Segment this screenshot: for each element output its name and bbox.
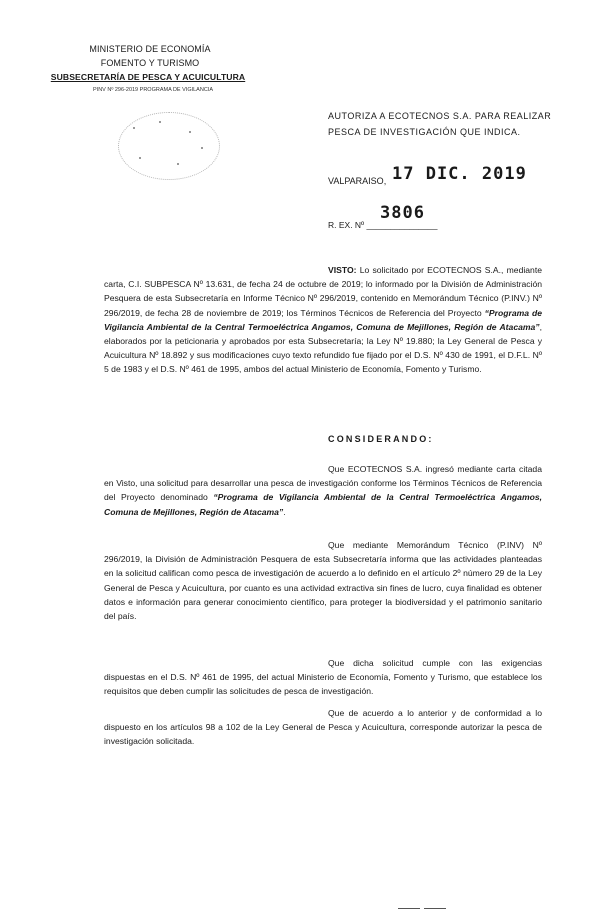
ministry-line-1: MINISTERIO DE ECONOMÍA bbox=[89, 44, 211, 54]
footer-initial-mark-2 bbox=[424, 908, 446, 909]
reference-code: PINV Nº 296-2019 PROGRAMA DE VIGILANCIA bbox=[93, 87, 213, 93]
resolution-label-text: R. EX. Nº bbox=[328, 220, 365, 230]
footer-initial-mark-1 bbox=[398, 908, 420, 909]
visto-label: VISTO: bbox=[328, 265, 357, 275]
considerando-1-text: Que ECOTECNOS S.A. ingresó mediante carta citada en Visto, una solicitud para desarrollar una pesca de investigación conforme los Términos Técnicos de Referencia del Proyecto denominado bbox=[104, 464, 542, 503]
faded-seal-stamp bbox=[118, 112, 220, 180]
considerando-paragraph-2: Que mediante Memorándum Técnico (P.INV) Nº 296/2019, la División de Administración Pesquera de esta Subsecretaría informa que las actividades planteadas en la solicitud califican como pesca de investigación de acuerdo a lo definido en el artículo 2º número 29 de la Ley General de Pesca y Acuicultura, por cuanto es una actividad extractiva sin fines de lucro, cuya finalidad es obtener datos e información para generar conocimiento científico, para proteger la biodiversidad y el patrimonio sanitario del país. bbox=[104, 540, 542, 622]
subject-line-1: AUTORIZA A ECOTECNOS S.A. PARA REALIZAR bbox=[328, 111, 552, 121]
considerando-heading: CONSIDERANDO: bbox=[328, 434, 434, 444]
resolution-label bbox=[328, 220, 437, 230]
visto-text-2: , elaborados por la peticionaria y aprobados por esta Subsecretaría; la Ley Nº 19.880; la Ley General de Pesca y Acuicultura Nº 18.892 y sus modificaciones cuyo texto refundido fue fijado por el D.S. Nº 430 de 1991, el D.F.L. Nº 5 de 1983 y el D.S. Nº 461 de 1995, ambos del actual Ministerio de Economía, Fomento y Turismo. bbox=[104, 321, 542, 375]
considerando-paragraph-3: Que dicha solicitud cumple con las exigencias dispuestas en el D.S. Nº 461 de 1995, del actual Ministerio de Economía, Fomento y Turismo, que establece los requisitos que deben cumplir las solicitudes de pesca de investigación. bbox=[104, 658, 542, 697]
visto-paragraph bbox=[104, 263, 542, 377]
considerando-1-end: . bbox=[283, 506, 286, 517]
visto-project-name: “Programa de Vigilancia Ambiental de la Central Termoeléctrica Angamos, Comuna de Mejillones, Región de Atacama” bbox=[104, 307, 542, 332]
subsecretaria-title: SUBSECRETARÍA DE PESCA Y ACUICULTURA bbox=[50, 72, 246, 82]
date-stamp: 17 DIC. 2019 bbox=[392, 164, 527, 184]
considerando-paragraph-4: Que de acuerdo a lo anterior y de conformidad a lo dispuesto en los artículos 98 a 102 de la Ley General de Pesca y Acuicultura, corresponde autorizar la pesca de investigación solicitada. bbox=[104, 708, 542, 747]
resolution-number: 3806 bbox=[380, 203, 425, 223]
subject-line-2: PESCA DE INVESTIGACIÓN QUE INDICA. bbox=[328, 127, 521, 137]
considerando-1-project: “Programa de Vigilancia Ambiental de la Central Termoeléctrica Angamos, Comuna de Mejillones, Región de Atacama” bbox=[104, 492, 542, 517]
visto-text-1: Lo solicitado por ECOTECNOS S.A., mediante carta, C.I. SUBPESCA Nº 13.631, de fecha 24 de octubre de 2019; lo informado por la División de Administración Pesquera de esta Subsecretaría en Informe Técnico Nº 296/2019, contenido en Memorándum Técnico (P.INV.) Nº 296/2019, de fecha 28 de noviembre de 2019; los Términos Técnicos de Referencia del Proyecto bbox=[104, 265, 542, 318]
resolution-blank: _______________ bbox=[366, 220, 438, 230]
considerando-paragraph-1 bbox=[104, 462, 542, 519]
place-label: VALPARAISO, bbox=[328, 176, 387, 186]
ministry-line-2: FOMENTO Y TURISMO bbox=[100, 58, 200, 68]
